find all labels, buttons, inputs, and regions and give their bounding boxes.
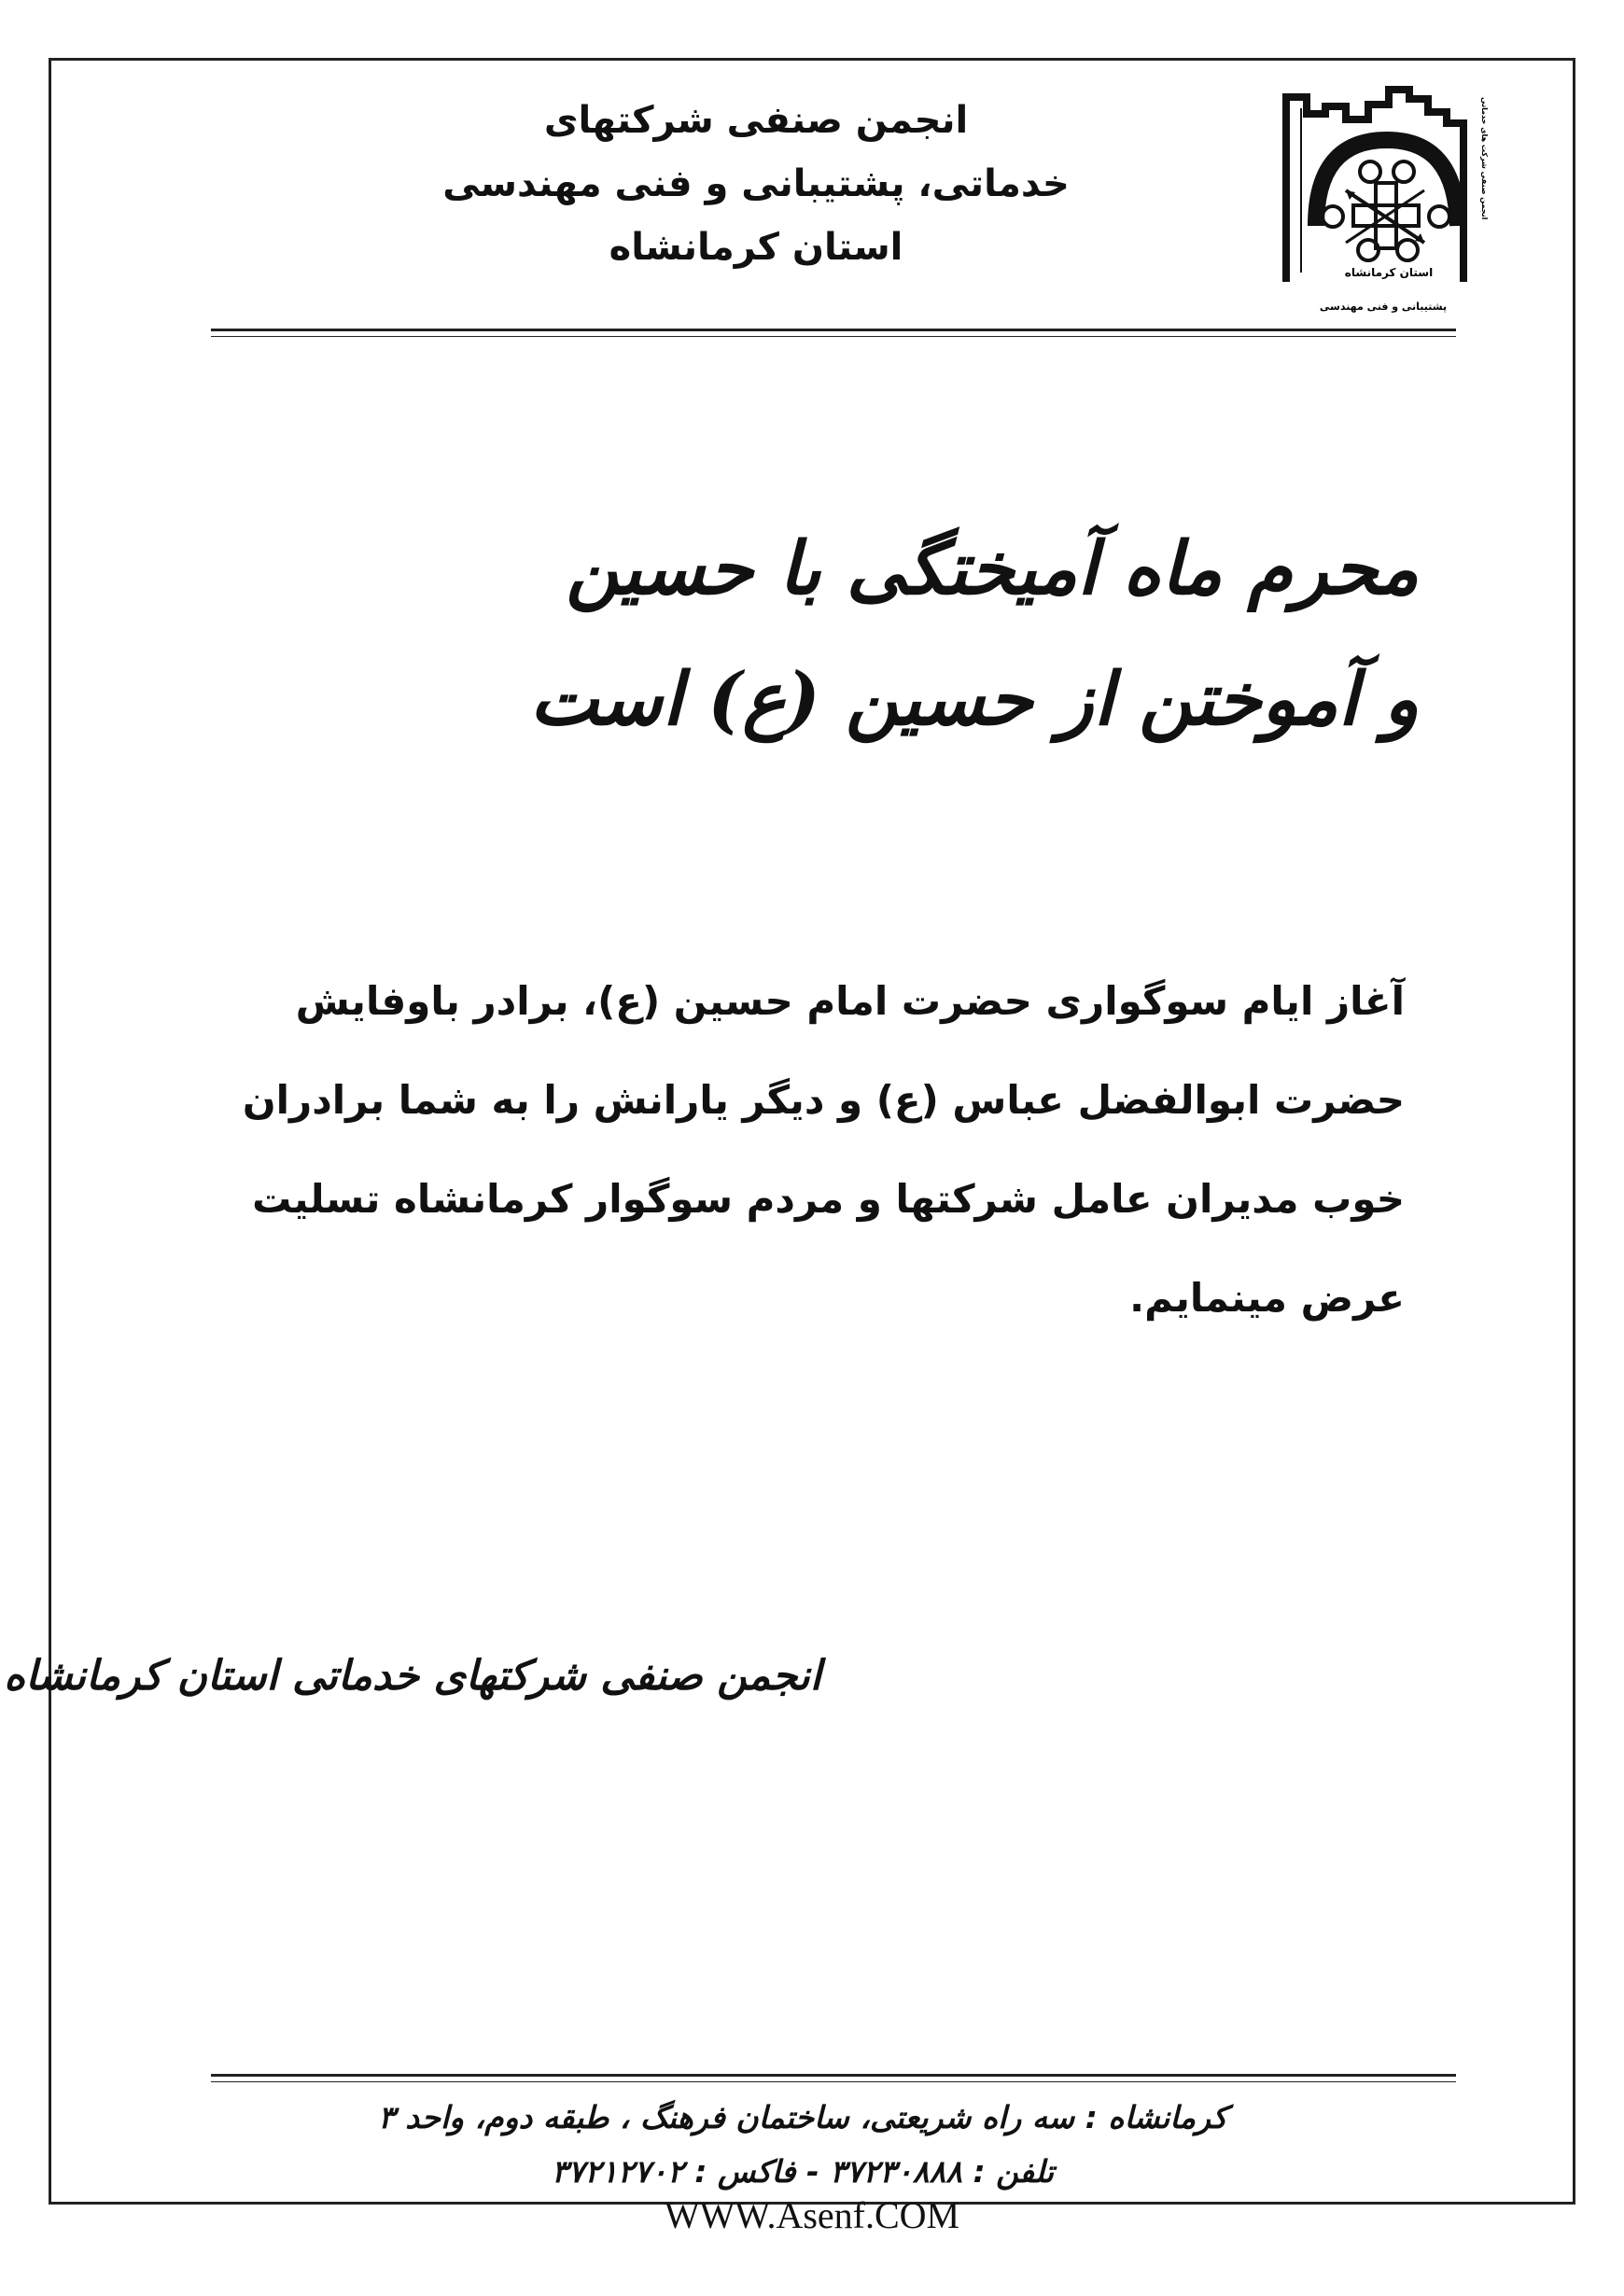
signature: انجمن صنفی شرکتهای خدماتی استان کرمانشاه [4, 1652, 821, 1700]
header-line-1: انجمن صنفی شرکتهای [543, 99, 969, 142]
footer-contact [280, 2091, 1325, 2199]
message-line-1: آغاز ایام سوگواری حضرت امام حسین (ع)، برادر باوفایش [295, 978, 1405, 1024]
organization-header [392, 89, 1120, 279]
title-line-1: محرم ماه آمیختگی با حسین [566, 526, 1419, 611]
logo-bottom-text: پشتیبانی و فنی مهندسی [1319, 301, 1448, 313]
header-divider-bottom [211, 336, 1456, 337]
calligraphy-title [529, 504, 1419, 765]
association-logo-icon [1279, 86, 1490, 321]
footer-divider-bottom [211, 2081, 1456, 2082]
title-line-2: و آموختن از حسین (ع) است [529, 657, 1419, 742]
logo-inner-text: استان کرمانشاه [1344, 266, 1434, 279]
message-line-4: عرض مینمایم. [1129, 1275, 1405, 1321]
header-line-2: خدماتی، پشتیبانی و فنی مهندسی [442, 162, 1070, 205]
logo-side-text: انجمن صنفی شرکت های خدماتی [1480, 97, 1489, 220]
header-line-3: استان کرمانشاه [609, 226, 903, 269]
footer-address: کرمانشاه : سه راه شریعتی، ساختمان فرهنگ ، طبقه دوم، واحد ۳ [378, 2099, 1227, 2135]
message-line-2: حضرت ابوالفضل عباس (ع) و دیگر یارانش را به شما برادران [242, 1077, 1405, 1123]
condolence-message [238, 952, 1405, 1348]
website-link[interactable]: WWW.Asenf.COM [664, 2194, 960, 2236]
header-divider-top [211, 329, 1456, 331]
footer-divider-top [211, 2074, 1456, 2077]
footer-phone: تلفن : ۳۷۲۳۰۸۸۸ - فاکس : ۳۷۲۱۲۷۰۲ [551, 2153, 1055, 2190]
message-line-3: خوب مدیران عامل شرکتها و مردم سوگوار کرمانشاه تسلیت [252, 1176, 1405, 1222]
